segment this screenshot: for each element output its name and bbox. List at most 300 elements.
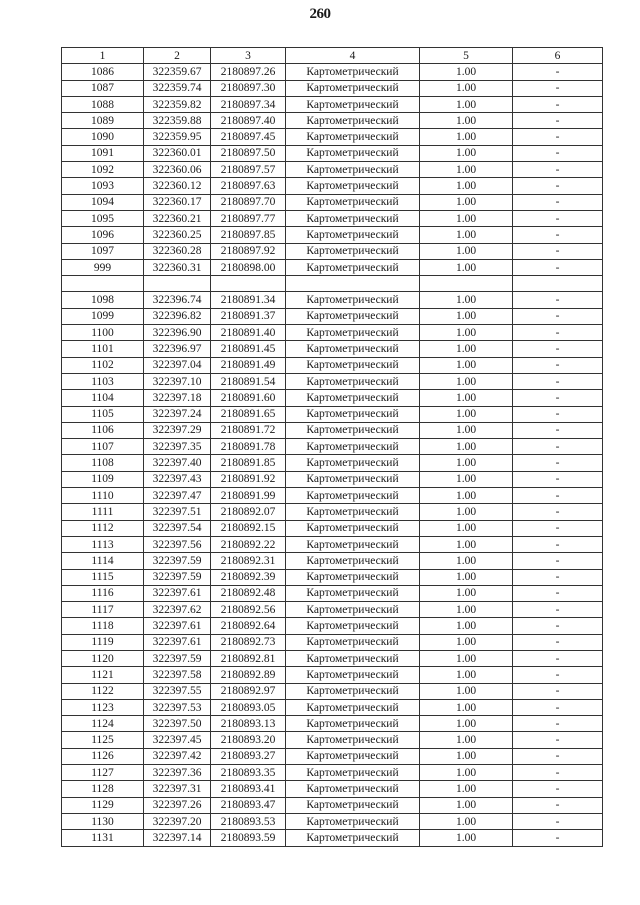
accuracy-cell: 1.00 xyxy=(420,830,513,846)
point-number-cell: 1119 xyxy=(62,634,144,650)
table-row xyxy=(62,716,603,732)
x-coordinate-cell: 322397.29 xyxy=(144,422,211,438)
method-cell: Картометрический xyxy=(286,471,420,487)
table-row xyxy=(62,748,603,764)
point-number-cell: 1096 xyxy=(62,227,144,243)
table-row xyxy=(62,650,603,666)
table-row xyxy=(62,259,603,275)
table-row xyxy=(62,471,603,487)
description-cell: - xyxy=(513,683,603,699)
method-cell: Картометрический xyxy=(286,373,420,389)
table-body xyxy=(62,64,603,846)
description-cell: - xyxy=(513,634,603,650)
table-row xyxy=(62,406,603,422)
point-number-cell: 1106 xyxy=(62,422,144,438)
coordinates-table xyxy=(61,47,603,847)
description-cell: - xyxy=(513,569,603,585)
point-number-cell: 1092 xyxy=(62,162,144,178)
y-coordinate-cell: 2180892.15 xyxy=(211,520,286,536)
description-cell: - xyxy=(513,439,603,455)
x-coordinate-cell: 322397.35 xyxy=(144,439,211,455)
x-coordinate-cell: 322359.74 xyxy=(144,80,211,96)
header-cell-description: 6 xyxy=(513,48,603,64)
x-coordinate-cell: 322397.61 xyxy=(144,618,211,634)
y-coordinate-cell: 2180897.34 xyxy=(211,96,286,112)
method-cell: Картометрический xyxy=(286,781,420,797)
point-number-cell: 1121 xyxy=(62,667,144,683)
point-number-cell: 1089 xyxy=(62,113,144,129)
y-coordinate-cell: 2180891.92 xyxy=(211,471,286,487)
method-cell: Картометрический xyxy=(286,357,420,373)
y-coordinate-cell: 2180892.48 xyxy=(211,585,286,601)
table-row xyxy=(62,227,603,243)
accuracy-cell: 1.00 xyxy=(420,618,513,634)
y-coordinate-cell: 2180892.22 xyxy=(211,536,286,552)
method-cell: Картометрический xyxy=(286,96,420,112)
accuracy-cell: 1.00 xyxy=(420,194,513,210)
method-cell: Картометрический xyxy=(286,667,420,683)
x-coordinate-cell: 322397.50 xyxy=(144,716,211,732)
y-coordinate-cell: 2180891.54 xyxy=(211,373,286,389)
point-number-cell: 1130 xyxy=(62,813,144,829)
description-cell: - xyxy=(513,406,603,422)
y-coordinate-cell: 2180891.45 xyxy=(211,341,286,357)
method-cell: Картометрический xyxy=(286,683,420,699)
method-cell: Картометрический xyxy=(286,341,420,357)
point-number-cell: 1111 xyxy=(62,504,144,520)
table-row xyxy=(62,373,603,389)
y-coordinate-cell: 2180893.47 xyxy=(211,797,286,813)
header-cell-y: 3 xyxy=(211,48,286,64)
method-cell: Картометрический xyxy=(286,422,420,438)
table-row xyxy=(62,683,603,699)
point-number-cell: 1105 xyxy=(62,406,144,422)
point-number-cell: 1102 xyxy=(62,357,144,373)
x-coordinate-cell: 322397.31 xyxy=(144,781,211,797)
table-row xyxy=(62,830,603,846)
y-coordinate-cell: 2180897.77 xyxy=(211,210,286,226)
y-coordinate-cell: 2180892.64 xyxy=(211,618,286,634)
y-coordinate-cell: 2180891.65 xyxy=(211,406,286,422)
description-cell: - xyxy=(513,194,603,210)
y-coordinate-cell: 2180897.70 xyxy=(211,194,286,210)
x-coordinate-cell: 322397.20 xyxy=(144,813,211,829)
y-coordinate-cell: 2180893.53 xyxy=(211,813,286,829)
description-cell: - xyxy=(513,667,603,683)
method-cell: Картометрический xyxy=(286,227,420,243)
x-coordinate-cell: 322397.40 xyxy=(144,455,211,471)
method-cell xyxy=(286,276,420,292)
accuracy-cell: 1.00 xyxy=(420,341,513,357)
method-cell: Картометрический xyxy=(286,488,420,504)
description-cell: - xyxy=(513,113,603,129)
x-coordinate-cell: 322397.18 xyxy=(144,390,211,406)
x-coordinate-cell: 322360.28 xyxy=(144,243,211,259)
y-coordinate-cell: 2180891.85 xyxy=(211,455,286,471)
table-row xyxy=(62,357,603,373)
accuracy-cell: 1.00 xyxy=(420,471,513,487)
accuracy-cell: 1.00 xyxy=(420,585,513,601)
x-coordinate-cell: 322359.82 xyxy=(144,96,211,112)
point-number-cell: 1095 xyxy=(62,210,144,226)
point-number-cell: 999 xyxy=(62,259,144,275)
x-coordinate-cell: 322397.43 xyxy=(144,471,211,487)
y-coordinate-cell: 2180893.20 xyxy=(211,732,286,748)
point-number-cell: 1110 xyxy=(62,488,144,504)
table-row xyxy=(62,797,603,813)
point-number-cell: 1112 xyxy=(62,520,144,536)
y-coordinate-cell: 2180892.89 xyxy=(211,667,286,683)
accuracy-cell: 1.00 xyxy=(420,259,513,275)
description-cell: - xyxy=(513,390,603,406)
description-cell: - xyxy=(513,797,603,813)
accuracy-cell: 1.00 xyxy=(420,683,513,699)
accuracy-cell: 1.00 xyxy=(420,373,513,389)
accuracy-cell: 1.00 xyxy=(420,357,513,373)
point-number-cell: 1109 xyxy=(62,471,144,487)
description-cell: - xyxy=(513,716,603,732)
x-coordinate-cell: 322360.17 xyxy=(144,194,211,210)
point-number-cell: 1115 xyxy=(62,569,144,585)
table-row xyxy=(62,325,603,341)
y-coordinate-cell: 2180897.85 xyxy=(211,227,286,243)
header-cell-accuracy: 5 xyxy=(420,48,513,64)
x-coordinate-cell: 322360.12 xyxy=(144,178,211,194)
table-row xyxy=(62,602,603,618)
y-coordinate-cell: 2180897.30 xyxy=(211,80,286,96)
x-coordinate-cell: 322397.59 xyxy=(144,650,211,666)
point-number-cell: 1108 xyxy=(62,455,144,471)
accuracy-cell: 1.00 xyxy=(420,439,513,455)
x-coordinate-cell: 322397.36 xyxy=(144,765,211,781)
x-coordinate-cell: 322397.59 xyxy=(144,553,211,569)
x-coordinate-cell: 322397.59 xyxy=(144,569,211,585)
method-cell: Картометрический xyxy=(286,325,420,341)
point-number-cell: 1118 xyxy=(62,618,144,634)
accuracy-cell: 1.00 xyxy=(420,650,513,666)
y-coordinate-cell: 2180897.63 xyxy=(211,178,286,194)
method-cell: Картометрический xyxy=(286,504,420,520)
accuracy-cell: 1.00 xyxy=(420,129,513,145)
description-cell: - xyxy=(513,765,603,781)
accuracy-cell: 1.00 xyxy=(420,210,513,226)
accuracy-cell: 1.00 xyxy=(420,488,513,504)
accuracy-cell: 1.00 xyxy=(420,536,513,552)
point-number-cell: 1127 xyxy=(62,765,144,781)
description-cell: - xyxy=(513,129,603,145)
point-number-cell: 1117 xyxy=(62,602,144,618)
description-cell: - xyxy=(513,813,603,829)
y-coordinate-cell: 2180892.07 xyxy=(211,504,286,520)
header-cell-x: 2 xyxy=(144,48,211,64)
table-row xyxy=(62,781,603,797)
point-number-cell: 1097 xyxy=(62,243,144,259)
table-row xyxy=(62,210,603,226)
description-cell: - xyxy=(513,422,603,438)
accuracy-cell: 1.00 xyxy=(420,813,513,829)
method-cell: Картометрический xyxy=(286,748,420,764)
point-number-cell: 1114 xyxy=(62,553,144,569)
x-coordinate-cell: 322359.88 xyxy=(144,113,211,129)
table-row xyxy=(62,80,603,96)
y-coordinate-cell: 2180893.59 xyxy=(211,830,286,846)
method-cell: Картометрический xyxy=(286,210,420,226)
x-coordinate-cell: 322396.74 xyxy=(144,292,211,308)
y-coordinate-cell: 2180893.41 xyxy=(211,781,286,797)
method-cell: Картометрический xyxy=(286,634,420,650)
y-coordinate-cell: 2180891.37 xyxy=(211,308,286,324)
method-cell: Картометрический xyxy=(286,797,420,813)
x-coordinate-cell: 322397.54 xyxy=(144,520,211,536)
accuracy-cell: 1.00 xyxy=(420,553,513,569)
method-cell: Картометрический xyxy=(286,765,420,781)
y-coordinate-cell: 2180893.35 xyxy=(211,765,286,781)
point-number-cell: 1086 xyxy=(62,64,144,80)
table-row xyxy=(62,455,603,471)
description-cell: - xyxy=(513,471,603,487)
accuracy-cell: 1.00 xyxy=(420,178,513,194)
x-coordinate-cell xyxy=(144,276,211,292)
point-number-cell: 1101 xyxy=(62,341,144,357)
table-row xyxy=(62,243,603,259)
point-number-cell: 1126 xyxy=(62,748,144,764)
accuracy-cell: 1.00 xyxy=(420,748,513,764)
accuracy-cell: 1.00 xyxy=(420,504,513,520)
description-cell: - xyxy=(513,520,603,536)
x-coordinate-cell: 322397.62 xyxy=(144,602,211,618)
accuracy-cell: 1.00 xyxy=(420,781,513,797)
table-row xyxy=(62,194,603,210)
description-cell: - xyxy=(513,145,603,161)
accuracy-cell: 1.00 xyxy=(420,634,513,650)
method-cell: Картометрический xyxy=(286,569,420,585)
description-cell: - xyxy=(513,308,603,324)
accuracy-cell xyxy=(420,276,513,292)
accuracy-cell: 1.00 xyxy=(420,113,513,129)
table-row xyxy=(62,162,603,178)
description-cell: - xyxy=(513,227,603,243)
table-row xyxy=(62,813,603,829)
table-row xyxy=(62,667,603,683)
accuracy-cell: 1.00 xyxy=(420,765,513,781)
table-row xyxy=(62,64,603,80)
y-coordinate-cell xyxy=(211,276,286,292)
x-coordinate-cell: 322397.45 xyxy=(144,732,211,748)
point-number-cell: 1094 xyxy=(62,194,144,210)
description-cell: - xyxy=(513,536,603,552)
header-cell-method: 4 xyxy=(286,48,420,64)
y-coordinate-cell: 2180891.78 xyxy=(211,439,286,455)
accuracy-cell: 1.00 xyxy=(420,96,513,112)
accuracy-cell: 1.00 xyxy=(420,243,513,259)
method-cell: Картометрический xyxy=(286,390,420,406)
page-number: 260 xyxy=(309,6,331,22)
x-coordinate-cell: 322397.24 xyxy=(144,406,211,422)
table-row xyxy=(62,178,603,194)
accuracy-cell: 1.00 xyxy=(420,699,513,715)
table-row xyxy=(62,699,603,715)
point-number-cell: 1104 xyxy=(62,390,144,406)
x-coordinate-cell: 322397.26 xyxy=(144,797,211,813)
accuracy-cell: 1.00 xyxy=(420,422,513,438)
point-number-cell: 1099 xyxy=(62,308,144,324)
method-cell: Картометрический xyxy=(286,243,420,259)
accuracy-cell: 1.00 xyxy=(420,390,513,406)
table-row xyxy=(62,634,603,650)
description-cell: - xyxy=(513,96,603,112)
description-cell: - xyxy=(513,162,603,178)
table-row xyxy=(62,422,603,438)
method-cell: Картометрический xyxy=(286,553,420,569)
table-row xyxy=(62,145,603,161)
method-cell: Картометрический xyxy=(286,650,420,666)
table-row xyxy=(62,536,603,552)
table-row xyxy=(62,113,603,129)
method-cell: Картометрический xyxy=(286,406,420,422)
point-number-cell: 1103 xyxy=(62,373,144,389)
x-coordinate-cell: 322397.61 xyxy=(144,634,211,650)
point-number-cell: 1088 xyxy=(62,96,144,112)
point-number-cell: 1128 xyxy=(62,781,144,797)
y-coordinate-cell: 2180897.57 xyxy=(211,162,286,178)
method-cell: Картометрический xyxy=(286,618,420,634)
point-number-cell: 1129 xyxy=(62,797,144,813)
table-row xyxy=(62,488,603,504)
method-cell: Картометрический xyxy=(286,602,420,618)
x-coordinate-cell: 322360.31 xyxy=(144,259,211,275)
description-cell: - xyxy=(513,373,603,389)
description-cell: - xyxy=(513,292,603,308)
method-cell: Картометрический xyxy=(286,716,420,732)
table-row xyxy=(62,585,603,601)
description-cell: - xyxy=(513,830,603,846)
x-coordinate-cell: 322359.95 xyxy=(144,129,211,145)
description-cell xyxy=(513,276,603,292)
y-coordinate-cell: 2180891.34 xyxy=(211,292,286,308)
method-cell: Картометрический xyxy=(286,64,420,80)
point-number-cell: 1120 xyxy=(62,650,144,666)
y-coordinate-cell: 2180897.26 xyxy=(211,64,286,80)
accuracy-cell: 1.00 xyxy=(420,797,513,813)
accuracy-cell: 1.00 xyxy=(420,455,513,471)
accuracy-cell: 1.00 xyxy=(420,292,513,308)
method-cell: Картометрический xyxy=(286,292,420,308)
method-cell: Картометрический xyxy=(286,813,420,829)
table-row xyxy=(62,129,603,145)
table-row xyxy=(62,292,603,308)
table-row xyxy=(62,553,603,569)
method-cell: Картометрический xyxy=(286,439,420,455)
x-coordinate-cell: 322397.42 xyxy=(144,748,211,764)
table-row xyxy=(62,732,603,748)
description-cell: - xyxy=(513,357,603,373)
x-coordinate-cell: 322360.01 xyxy=(144,145,211,161)
accuracy-cell: 1.00 xyxy=(420,80,513,96)
table-row xyxy=(62,439,603,455)
y-coordinate-cell: 2180892.56 xyxy=(211,602,286,618)
x-coordinate-cell: 322397.53 xyxy=(144,699,211,715)
description-cell: - xyxy=(513,618,603,634)
accuracy-cell: 1.00 xyxy=(420,716,513,732)
description-cell: - xyxy=(513,64,603,80)
accuracy-cell: 1.00 xyxy=(420,308,513,324)
x-coordinate-cell: 322397.56 xyxy=(144,536,211,552)
point-number-cell: 1098 xyxy=(62,292,144,308)
description-cell: - xyxy=(513,602,603,618)
y-coordinate-cell: 2180898.00 xyxy=(211,259,286,275)
method-cell: Картометрический xyxy=(286,113,420,129)
point-number-cell: 1123 xyxy=(62,699,144,715)
x-coordinate-cell: 322397.14 xyxy=(144,830,211,846)
point-number-cell: 1113 xyxy=(62,536,144,552)
table-row xyxy=(62,341,603,357)
description-cell: - xyxy=(513,488,603,504)
y-coordinate-cell: 2180892.73 xyxy=(211,634,286,650)
description-cell: - xyxy=(513,732,603,748)
method-cell: Картометрический xyxy=(286,308,420,324)
point-number-cell: 1091 xyxy=(62,145,144,161)
accuracy-cell: 1.00 xyxy=(420,145,513,161)
description-cell: - xyxy=(513,325,603,341)
method-cell: Картометрический xyxy=(286,585,420,601)
accuracy-cell: 1.00 xyxy=(420,732,513,748)
description-cell: - xyxy=(513,504,603,520)
y-coordinate-cell: 2180897.50 xyxy=(211,145,286,161)
method-cell: Картометрический xyxy=(286,162,420,178)
x-coordinate-cell: 322396.90 xyxy=(144,325,211,341)
point-number-cell: 1090 xyxy=(62,129,144,145)
description-cell: - xyxy=(513,455,603,471)
point-number-cell: 1125 xyxy=(62,732,144,748)
y-coordinate-cell: 2180897.45 xyxy=(211,129,286,145)
description-cell: - xyxy=(513,748,603,764)
point-number-cell: 1087 xyxy=(62,80,144,96)
method-cell: Картометрический xyxy=(286,259,420,275)
point-number-cell: 1116 xyxy=(62,585,144,601)
accuracy-cell: 1.00 xyxy=(420,227,513,243)
table-row xyxy=(62,96,603,112)
accuracy-cell: 1.00 xyxy=(420,569,513,585)
y-coordinate-cell: 2180891.60 xyxy=(211,390,286,406)
description-cell: - xyxy=(513,80,603,96)
table-header xyxy=(62,48,603,64)
x-coordinate-cell: 322396.82 xyxy=(144,308,211,324)
method-cell: Картометрический xyxy=(286,520,420,536)
accuracy-cell: 1.00 xyxy=(420,667,513,683)
method-cell: Картометрический xyxy=(286,699,420,715)
header-row xyxy=(62,48,603,64)
y-coordinate-cell: 2180897.92 xyxy=(211,243,286,259)
y-coordinate-cell: 2180893.27 xyxy=(211,748,286,764)
point-number-cell: 1107 xyxy=(62,439,144,455)
description-cell: - xyxy=(513,243,603,259)
description-cell: - xyxy=(513,650,603,666)
x-coordinate-cell: 322360.25 xyxy=(144,227,211,243)
method-cell: Картометрический xyxy=(286,732,420,748)
table-row xyxy=(62,765,603,781)
x-coordinate-cell: 322360.06 xyxy=(144,162,211,178)
accuracy-cell: 1.00 xyxy=(420,406,513,422)
method-cell: Картометрический xyxy=(286,80,420,96)
x-coordinate-cell: 322397.58 xyxy=(144,667,211,683)
accuracy-cell: 1.00 xyxy=(420,325,513,341)
table-row xyxy=(62,390,603,406)
y-coordinate-cell: 2180891.40 xyxy=(211,325,286,341)
accuracy-cell: 1.00 xyxy=(420,520,513,536)
header-cell-point: 1 xyxy=(62,48,144,64)
y-coordinate-cell: 2180893.05 xyxy=(211,699,286,715)
x-coordinate-cell: 322359.67 xyxy=(144,64,211,80)
